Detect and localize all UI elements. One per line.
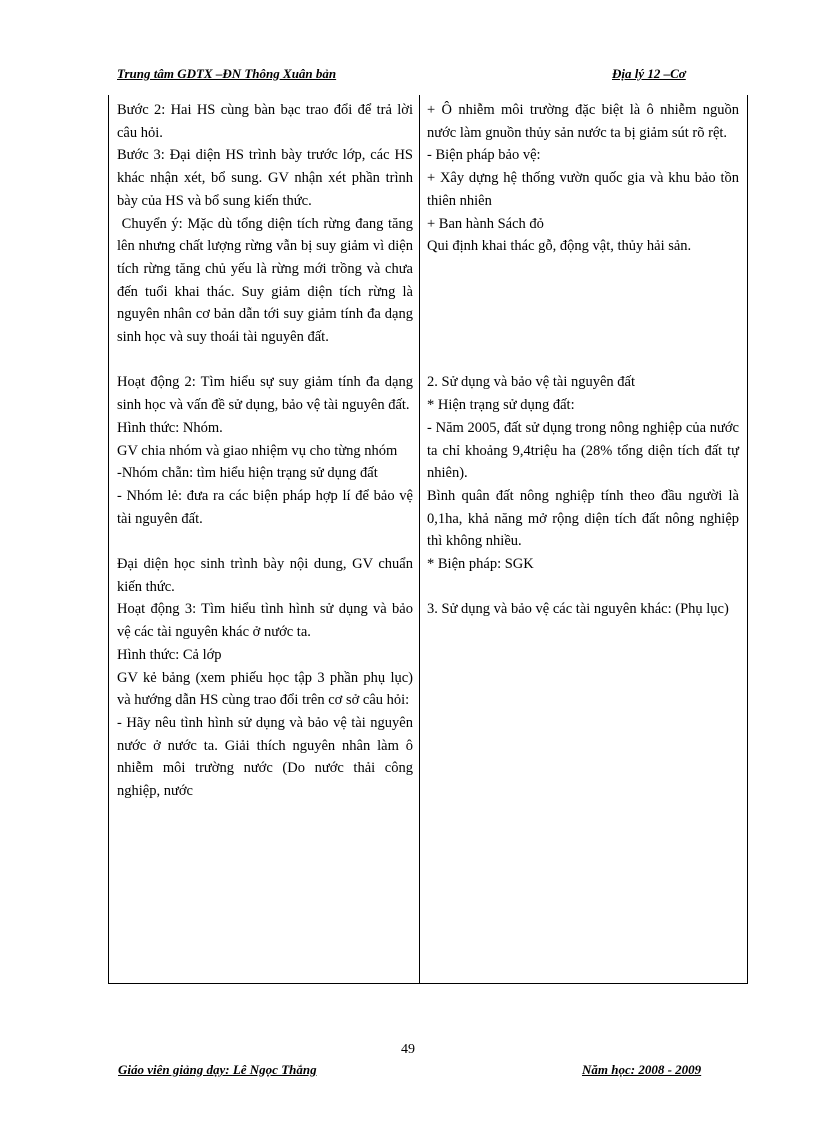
left-paragraph: - Nhóm lẻ: đưa ra các biện pháp hợp lí để bảo vệ tài nguyên đất.: [117, 487, 413, 527]
page-number: 49: [401, 1042, 415, 1057]
header-right: Địa lý 12 –Cơ: [612, 66, 686, 81]
footer-school-year: Năm học: 2008 - 2009: [582, 1062, 702, 1077]
right-paragraph: 3. Sử dụng và bảo vệ các tài nguyên khác: (Phụ lục): [427, 601, 729, 618]
right-paragraph: 2. Sử dụng và bảo vệ tài nguyên đất: [427, 374, 635, 391]
header-left: Trung tâm GDTX –ĐN Thông Xuân bản: [117, 66, 337, 81]
right-paragraph: * Biện pháp: SGK: [427, 556, 534, 573]
column-divider: [419, 95, 420, 983]
left-paragraph: GV kẻ bảng (xem phiếu học tập 3 phần phụ lục) và hướng dẫn HS cùng trao đổi trên cơ sở câu hỏi:: [117, 669, 413, 709]
right-paragraph: + Ô nhiễm môi trường đặc biệt là ô nhiễm nguồn nước làm gnuồn thủy sản nước ta bị giảm sút rõ rệt.: [427, 102, 739, 141]
left-paragraph: GV chia nhóm và giao nhiệm vụ cho từng nhóm: [117, 442, 398, 459]
activities-column: [117, 99, 417, 803]
right-paragraph: Bình quân đất nông nghiệp tính theo đầu người là 0,1ha, khả năng mở rộng diện tích đất nông nghiệp thì không nhiều.: [427, 487, 739, 550]
right-paragraph: + Ban hành Sách đỏ: [427, 215, 544, 232]
left-paragraph: - Hãy nêu tình hình sử dụng và bảo vệ tài nguyên nước ở nước ta. Giải thích nguyên nhân làm ô nhiễm môi trường nước (Do nước thải công nghiệp, nước: [117, 714, 413, 800]
right-blank-line: [427, 258, 739, 281]
left-paragraph: -Nhóm chẵn: tìm hiểu hiện trạng sử dụng đất: [117, 465, 378, 482]
right-blank-line: [427, 326, 739, 349]
left-paragraph: Hình thức: Cả lớp: [117, 646, 222, 663]
right-paragraph: + Xây dựng hệ thống vườn quốc gia và khu bảo tồn thiên nhiên: [427, 170, 739, 209]
left-paragraph: Bước 3: Đại diện HS trình bày trước lớp, các HS khác nhận xét, bổ sung. GV nhận xét phần trình bày của HS và bổ sung kiến thức.: [117, 147, 413, 209]
right-paragraph: Qui định khai thác gỗ, động vật, thủy hải sản.: [427, 238, 692, 255]
left-paragraph: Đại diện học sinh trình bày nội dung, GV chuẩn kiến thức.: [117, 556, 413, 595]
left-paragraph: Bước 2: Hai HS cùng bàn bạc trao đổi để trả lời câu hỏi.: [117, 102, 413, 141]
left-paragraph: Chuyển ý: Mặc dù tổng diện tích rừng đang tăng lên nhưng chất lượng rừng vẫn bị suy giảm vì diện tích rừng tăng chủ yếu là rừng mới trồng và chưa đến tuổi khai thác. Suy giảm diện tích rừng là nguyên nhân cơ bản dẫn tới suy giảm tính đa dạng sinh học và suy thoái tài nguyên đất.: [117, 215, 417, 346]
right-paragraph: - Biện pháp bảo vệ:: [427, 147, 541, 164]
right-blank-line: [427, 576, 739, 599]
content-column: [427, 99, 739, 621]
right-paragraph: * Hiện trạng sử dụng đất:: [427, 397, 575, 414]
right-paragraph: - Năm 2005, đất sử dụng trong nông nghiệp của nước ta chỉ khoảng 9,4triệu ha (28% tổng diện tích đất tự nhiên).: [427, 419, 739, 482]
content-table: [108, 95, 748, 984]
left-blank-line: [117, 349, 413, 372]
right-blank-line: [427, 281, 739, 304]
left-paragraph: Hoạt động 2: Tìm hiểu sự suy giảm tính đa dạng sinh học và vấn đề sử dụng, bảo vệ tài nguyên đất.: [117, 374, 413, 414]
right-blank-line: [427, 349, 739, 372]
footer-teacher: Giáo viên giảng dạy: Lê Ngọc Thắng: [118, 1062, 317, 1077]
left-blank-line: [117, 530, 413, 553]
right-blank-line: [427, 303, 739, 326]
left-paragraph: Hoạt động 3: Tìm hiểu tình hình sử dụng và bảo vệ các tài nguyên khác ở nước ta.: [117, 601, 413, 641]
left-paragraph: Hình thức: Nhóm.: [117, 419, 223, 436]
